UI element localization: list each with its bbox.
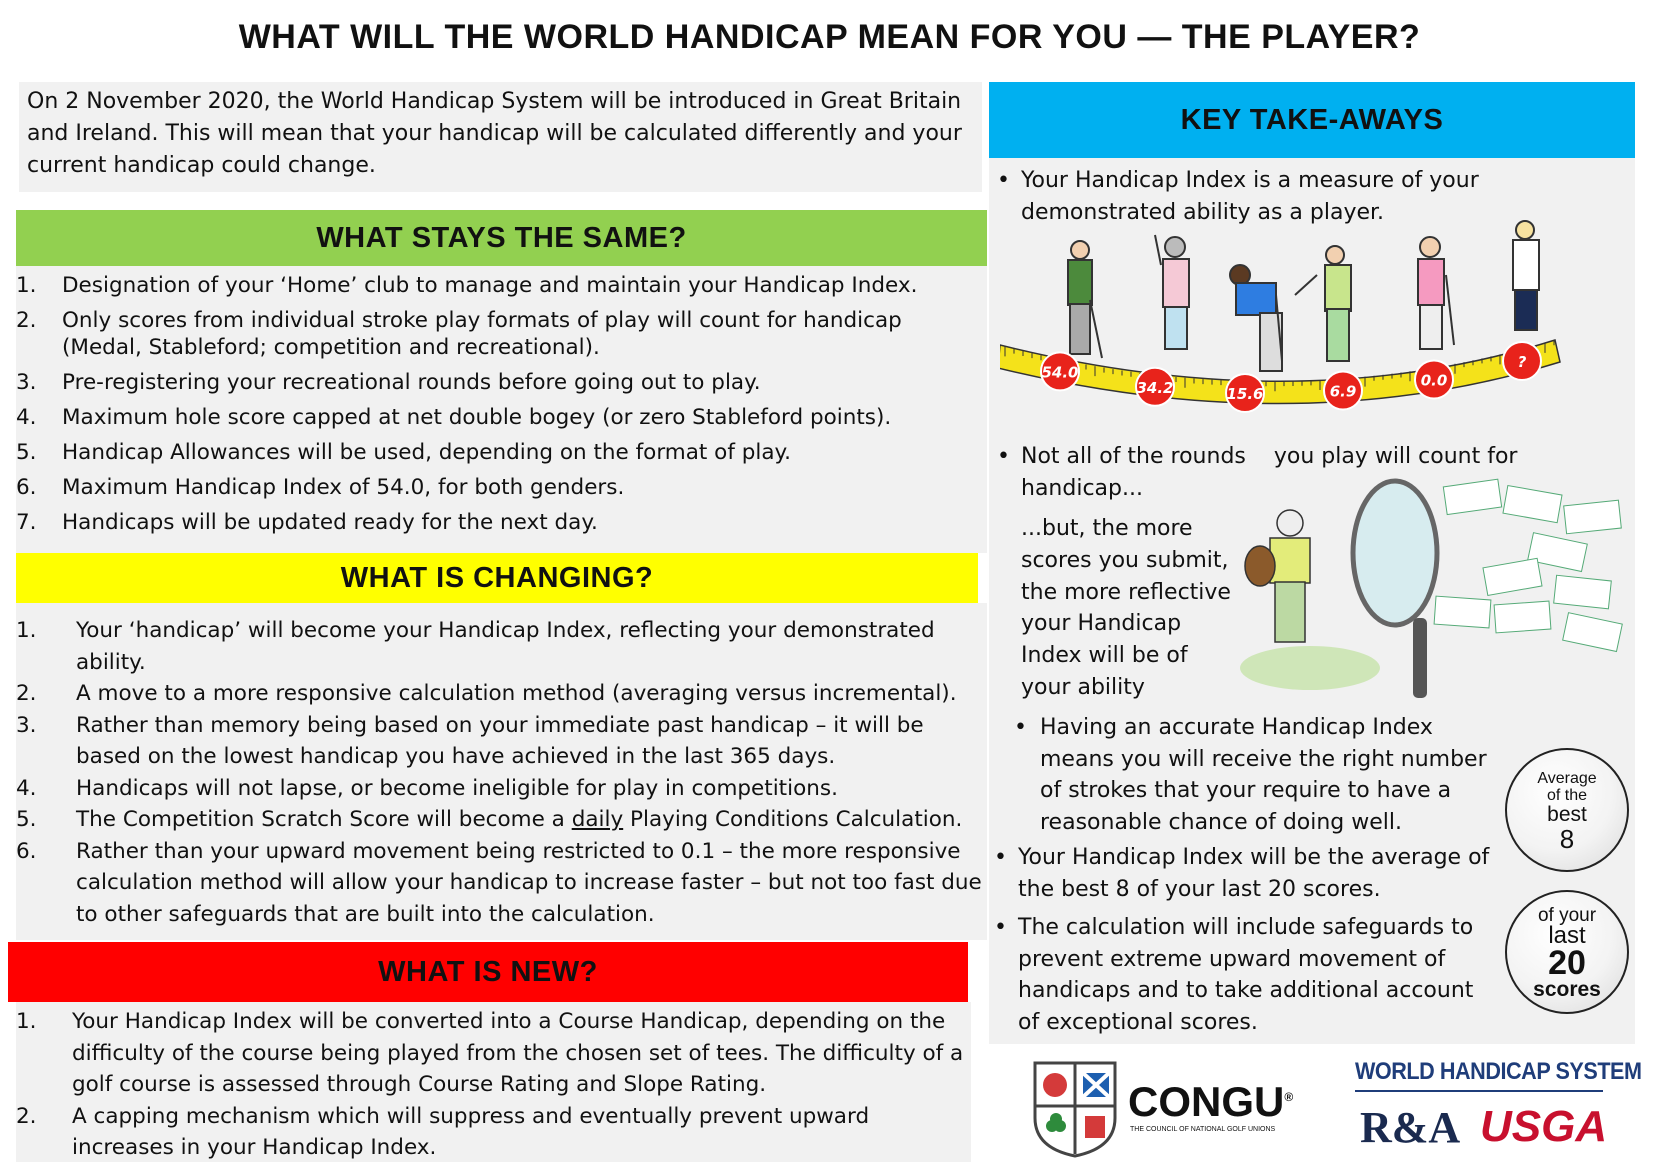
key-bullet-1: • Your Handicap Index is a measure of your demonstrated ability as a player. bbox=[997, 168, 1479, 225]
list-item bbox=[16, 773, 987, 805]
list-item bbox=[16, 509, 987, 536]
list-item-text: Handicap Allowances will be used, depending on the format of play. bbox=[62, 440, 792, 465]
list-item-text: Playing Conditions Calculation. bbox=[623, 807, 963, 832]
tape-marker-label: 54.0 bbox=[1041, 363, 1079, 382]
list-item-number: 4. bbox=[16, 775, 37, 801]
new-section bbox=[16, 1002, 971, 1162]
new-heading: WHAT IS NEW? bbox=[8, 942, 968, 1002]
tape-marker-label: 0.0 bbox=[1420, 371, 1448, 390]
list-item bbox=[16, 307, 987, 361]
scorecards-illustration bbox=[1235, 478, 1630, 703]
key-bullet-2: • Not all of the rounds you play will count for handicap... bbox=[997, 444, 1525, 501]
list-item-text: Handicaps will not lapse, or become ineligible for play in competitions. bbox=[76, 775, 838, 801]
list-item-text: A move to a more responsive calculation method (averaging versus incremental). bbox=[76, 681, 957, 706]
tape-marker bbox=[1324, 372, 1362, 410]
tape-marker bbox=[1503, 342, 1541, 380]
list-item-number: 3. bbox=[16, 712, 37, 738]
key-heading: KEY TAKE-AWAYS bbox=[989, 82, 1635, 158]
list-item-text: Designation of your ‘Home’ club to manage and maintain your Handicap Index. bbox=[62, 273, 918, 298]
list-item-text: Maximum hole score capped at net double bogey (or zero Stableford points). bbox=[62, 405, 892, 430]
list-item-number: 2. bbox=[16, 1103, 37, 1129]
list-item bbox=[16, 1101, 971, 1164]
list-item bbox=[16, 804, 987, 836]
tape-marker-label: 15.6 bbox=[1226, 385, 1264, 404]
new-list bbox=[16, 1006, 971, 1164]
list-item bbox=[16, 678, 987, 710]
list-item-number: 2. bbox=[16, 681, 37, 706]
list-item bbox=[16, 272, 987, 299]
list-item-number: 6. bbox=[16, 475, 37, 500]
tape-marker-label: ? bbox=[1517, 352, 1527, 371]
key-bullet-4: • Your Handicap Index will be the average of the best 8 of your last 20 scores. bbox=[994, 845, 1490, 902]
list-item-text: Handicaps will be updated ready for the next day. bbox=[62, 510, 598, 535]
handicap-tape-illustration bbox=[1000, 220, 1600, 435]
whs-logo bbox=[1355, 1058, 1642, 1152]
changing-heading: WHAT IS CHANGING? bbox=[16, 553, 978, 603]
congu-wordmark: CONGU bbox=[1128, 1078, 1285, 1125]
scorecards-icon bbox=[1434, 479, 1622, 651]
key-bullet-3: • Having an accurate Handicap Index means you will receive the right number of strokes that your require to have a reasonable chance of doing well. bbox=[1014, 715, 1487, 835]
list-item-number: 1. bbox=[16, 618, 37, 643]
whs-title: WORLD HANDICAP SYSTEM bbox=[1355, 1058, 1642, 1085]
tape-marker bbox=[1226, 374, 1264, 412]
golfer-figures bbox=[1068, 221, 1539, 371]
changing-list bbox=[16, 615, 987, 930]
golf-ball-last-20-scores: of your last 20 scores bbox=[1505, 890, 1629, 1014]
golf-ball-average-best-8: Average of the best 8 bbox=[1505, 748, 1629, 872]
list-item bbox=[16, 1006, 971, 1101]
list-item-number: 7. bbox=[16, 510, 37, 535]
list-item-text: Your ‘handicap’ will become your Handicap Index, reflecting your demonstrated ability. bbox=[76, 618, 935, 675]
list-item-number: 6. bbox=[16, 838, 37, 864]
list-item-number: 5. bbox=[16, 807, 37, 832]
page-title: WHAT WILL THE WORLD HANDICAP MEAN FOR YOU — THE PLAYER? bbox=[238, 18, 1421, 56]
list-item-text: Rather than your upward movement being restricted to 0.1 – the more responsive calculation method will allow your handicap to increase faster – but not too fast due to other safeguards that are built into the calculation. bbox=[76, 838, 982, 927]
list-item bbox=[16, 615, 987, 678]
tape-marker bbox=[1136, 368, 1174, 406]
list-item-text: Rather than memory being based on your immediate past handicap – it will be based on the lowest handicap you have achieved in the last 365 days. bbox=[76, 712, 924, 769]
list-item-number: 5. bbox=[16, 440, 37, 465]
old-golfer-figure bbox=[1245, 510, 1310, 642]
tape-marker-label: 6.9 bbox=[1329, 382, 1357, 401]
list-item-number: 3. bbox=[16, 370, 37, 395]
congu-crest-icon bbox=[1030, 1058, 1120, 1158]
changing-section bbox=[16, 603, 987, 940]
list-item bbox=[16, 474, 987, 501]
list-item bbox=[16, 710, 987, 773]
intro-text: On 2 November 2020, the World Handicap System will be introduced in Great Britain and Ireland. This will mean that your handicap will be calculated differently and your current handicap could change. bbox=[19, 82, 982, 192]
same-heading: WHAT STAYS THE SAME? bbox=[16, 210, 987, 266]
list-item bbox=[16, 404, 987, 431]
list-item-text: A capping mechanism which will suppress and eventually prevent upward increases in your Handicap Index. bbox=[72, 1103, 870, 1160]
list-item-text: Pre-registering your recreational rounds before going out to play. bbox=[62, 370, 761, 395]
whs-rule bbox=[1355, 1090, 1603, 1092]
list-item bbox=[16, 369, 987, 396]
same-list bbox=[16, 272, 987, 536]
list-item bbox=[16, 836, 987, 931]
congu-subtitle: THE COUNCIL OF NATIONAL GOLF UNIONS bbox=[1130, 1126, 1276, 1133]
tape-marker bbox=[1415, 361, 1453, 399]
key-bullet-2-cont: ...but, the more scores you submit, the more reflective your Handicap Index will be of your ability bbox=[1021, 516, 1231, 700]
list-item-underlined: daily bbox=[571, 807, 624, 832]
registered-mark: ® bbox=[1284, 1090, 1294, 1104]
list-item-text: Your Handicap Index will be converted into a Course Handicap, depending on the difficulty of the course being played from the chosen set of tees. The difficulty of a golf course is assessed through Course Rating and Slope Rating. bbox=[72, 1009, 964, 1097]
list-item bbox=[16, 439, 987, 466]
list-item-number: 4. bbox=[16, 405, 37, 430]
usga-logo: USGA bbox=[1480, 1102, 1608, 1151]
list-item-number: 2. bbox=[16, 308, 37, 333]
same-section bbox=[16, 266, 987, 553]
tape-marker-label: 34.2 bbox=[1136, 378, 1174, 397]
list-item-text: The Competition Scratch Score will become a bbox=[76, 807, 572, 832]
tape-marker bbox=[1041, 352, 1079, 390]
ra-logo: R&A bbox=[1360, 1103, 1461, 1152]
key-bullet-5: • The calculation will include safeguards to prevent extreme upward movement of handicaps and to take additional account of exceptional scores. bbox=[994, 915, 1474, 1035]
list-item-text: Only scores from individual stroke play formats of play will count for handicap (Medal, Stableford; competition and recreational). bbox=[62, 308, 902, 360]
list-item-number: 1. bbox=[16, 1009, 37, 1034]
list-item-number: 1. bbox=[16, 273, 37, 298]
list-item-text: Maximum Handicap Index of 54.0, for both genders. bbox=[62, 475, 625, 500]
